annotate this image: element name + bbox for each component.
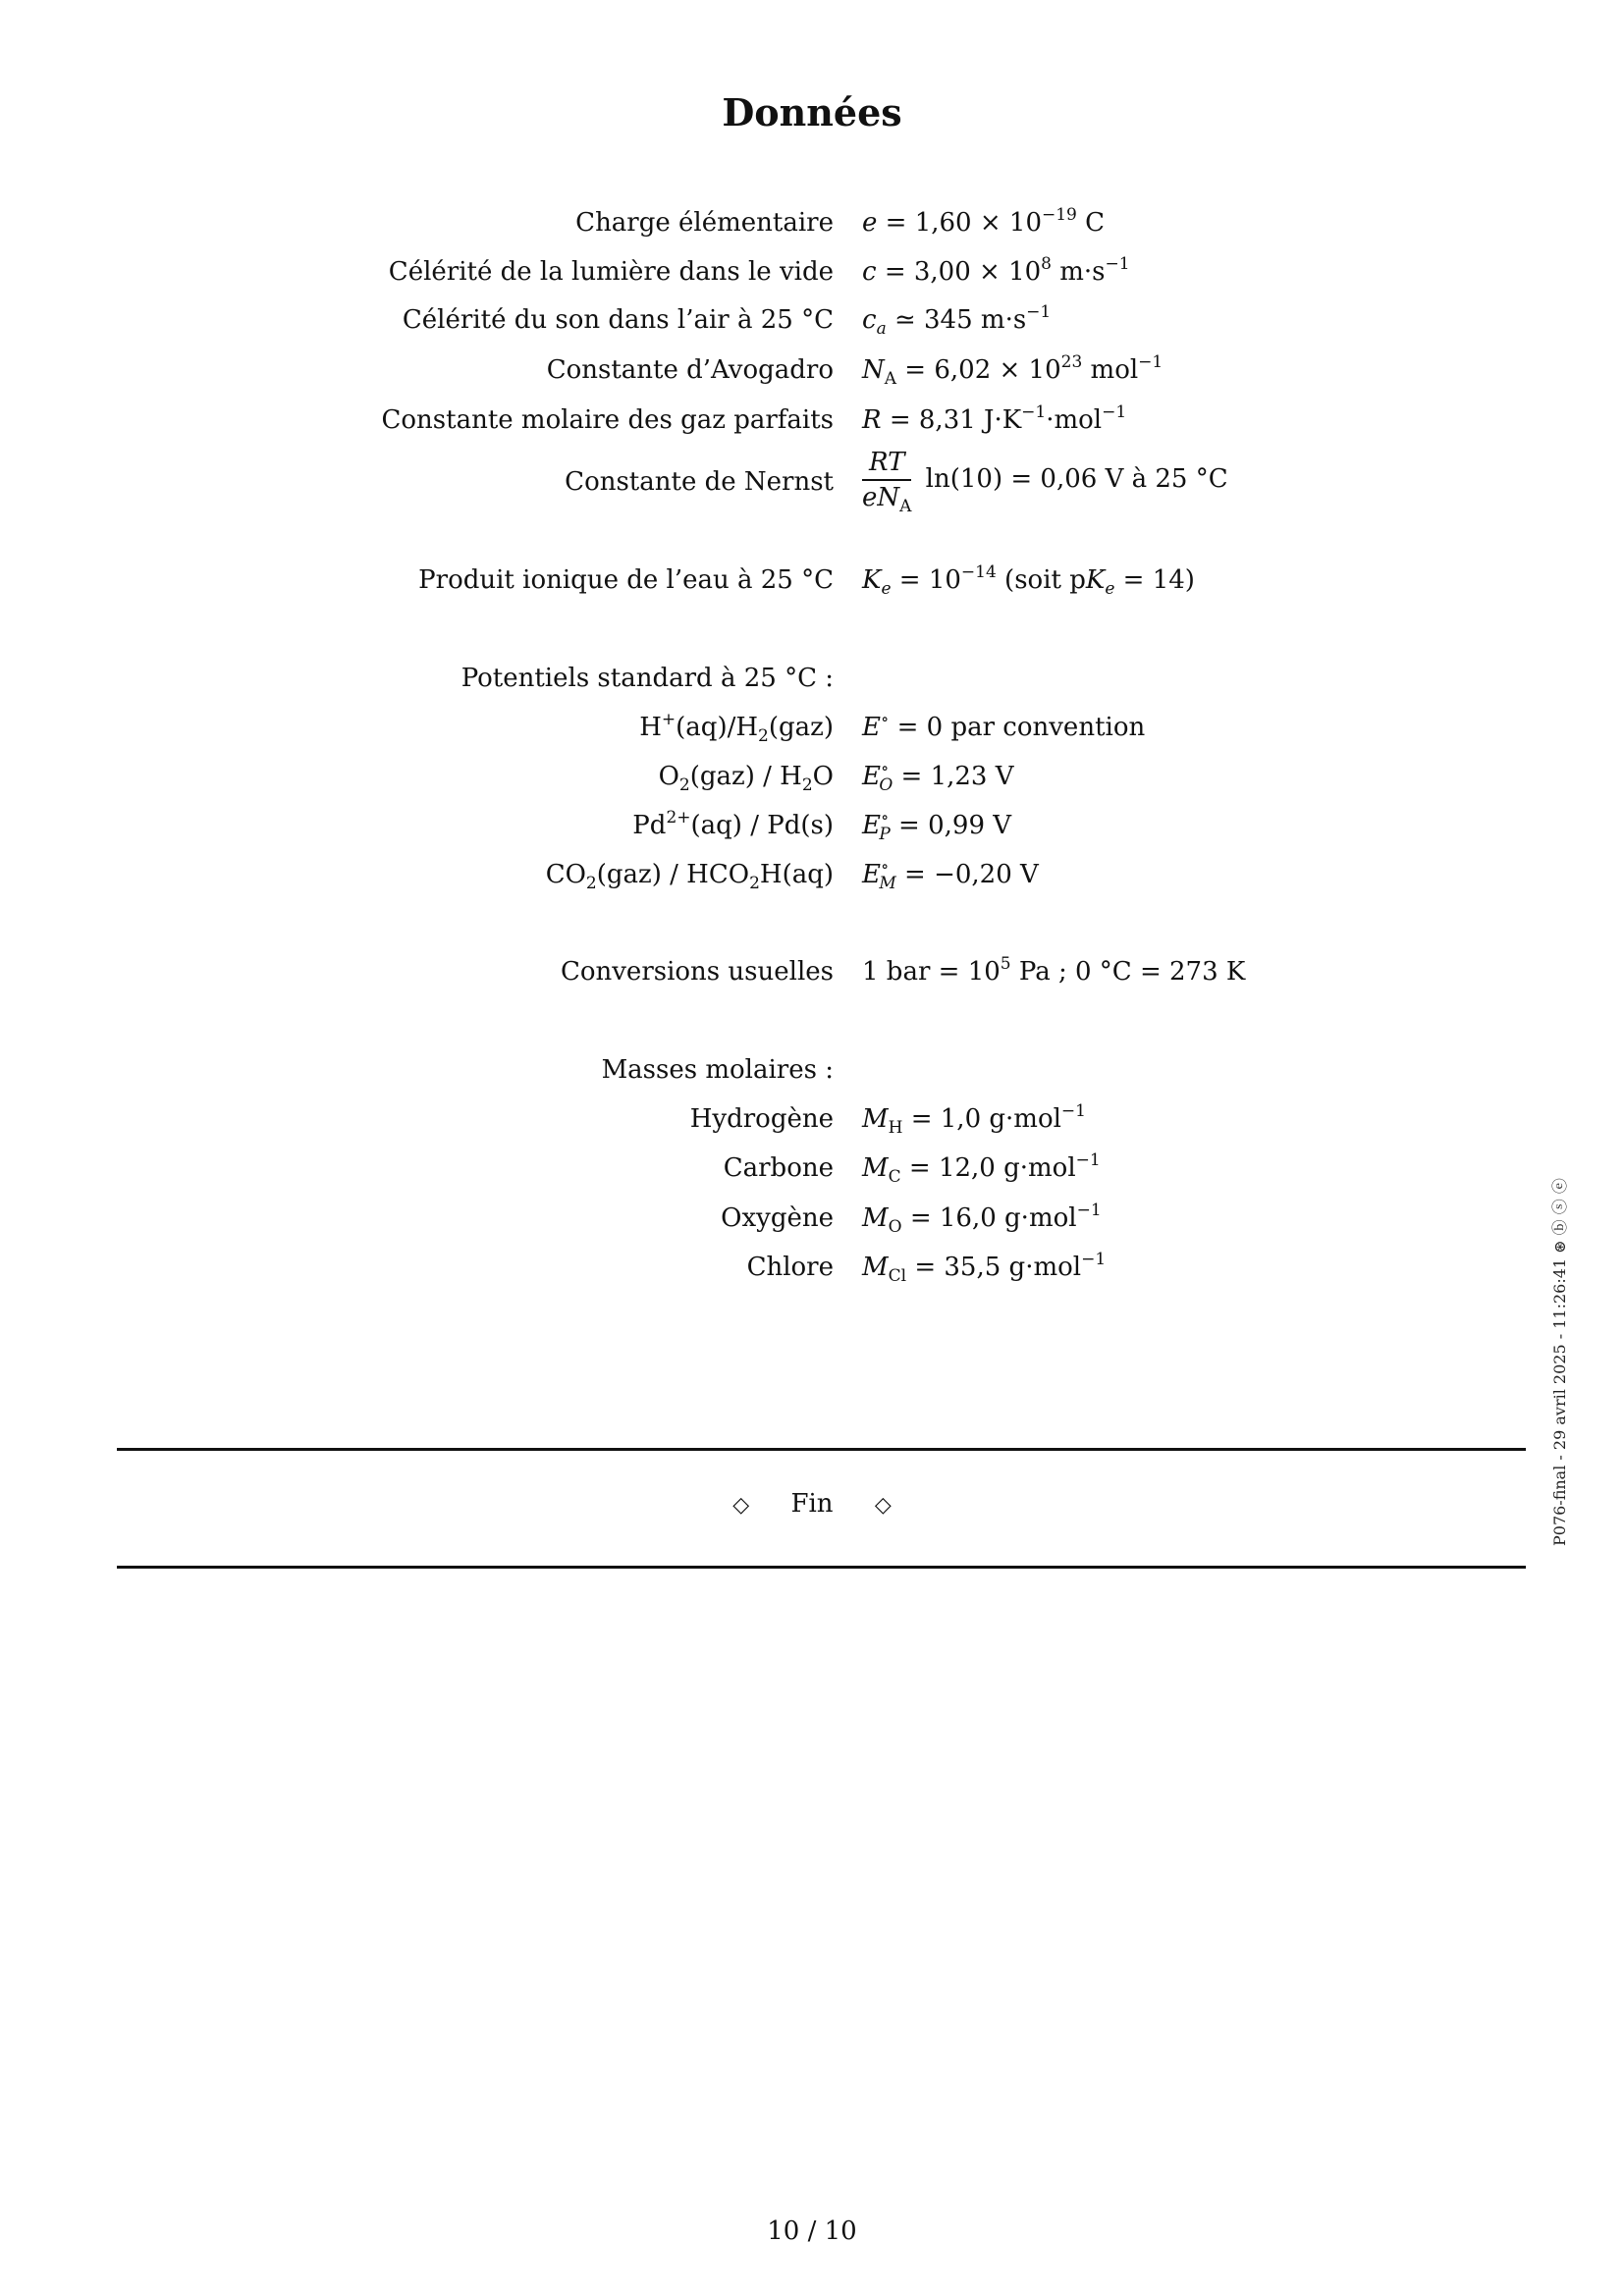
constant-label: Charge élémentaire	[575, 208, 834, 238]
potential-value: $E^\circ_O = 1,23$ V	[862, 759, 1014, 795]
top-rule	[117, 1448, 1526, 1451]
constant-value: R = 8,31 $J\cdot K^{-1}\cdot mol^{-1}$	[862, 402, 1127, 435]
potential-value: E∘ = 0 par convention	[862, 710, 1146, 742]
potential-value: $E^\circ_M = -0,20$ V	[862, 857, 1039, 893]
constant-value: $c_a$ ≃ 345 $m\cdot s^{-1}$	[862, 302, 1052, 339]
nernst-fraction: $\frac{RT}{eN_A}$	[862, 448, 912, 516]
redox-couple: $CO_2(gaz) / HCO_2H(aq)$	[545, 860, 834, 893]
bottom-rule	[117, 1566, 1526, 1569]
element-label: Hydrogène	[689, 1104, 834, 1134]
element-label: Oxygène	[721, 1203, 834, 1233]
conversions-value: 1 bar = $10^5$ Pa ; 0 °C = 273 K	[862, 954, 1246, 987]
redox-couple: $O_2(gaz) / H_2O$	[658, 762, 834, 795]
constant-value: $N_A = 6,02 \times 10^{23}$ mol$^{-1}$	[862, 352, 1164, 389]
constant-label: Constante d’Avogadro	[546, 355, 834, 385]
ke-label: Produit ionique de l’eau à 25 °C	[418, 565, 834, 595]
ke-row	[0, 562, 1624, 609]
page-number: 10 / 10	[767, 2216, 857, 2246]
constant-row	[0, 205, 1624, 251]
nernst-row	[0, 448, 1624, 516]
masses-heading: Masses molaires :	[601, 1055, 834, 1085]
mass-row	[0, 1150, 1624, 1197]
potential-value: $E^\circ_P = 0,99$ V	[862, 808, 1012, 844]
conversions-row	[0, 954, 1624, 1000]
end-text: Fin	[790, 1489, 834, 1519]
mass-value: $M_O = 16,0$ g·mol$^{-1}$	[862, 1201, 1102, 1237]
page-title: Données	[722, 90, 902, 134]
element-label: Carbone	[723, 1153, 834, 1183]
constant-row	[0, 402, 1624, 449]
mass-row	[0, 1101, 1624, 1148]
constant-row	[0, 352, 1624, 399]
constant-row	[0, 254, 1624, 300]
redox-couple: $H^+(aq)/H_2(gaz)$	[639, 710, 834, 746]
potential-row	[0, 808, 1624, 854]
side-stamp: P076-final - 29 avril 2025 - 11:26:41 ⊛ ⓑ ⓢ ⓔ	[1550, 1178, 1569, 1546]
constant-label: Célérité de la lumière dans le vide	[388, 257, 834, 287]
ke-value: $K_e = 10^{-14}$ (soit $pK_e = 14$)	[862, 562, 1195, 599]
mass-value: $M_H = 1,0$ g·mol$^{-1}$	[862, 1101, 1086, 1138]
constant-label: Célérité du son dans l’air à 25 °C	[402, 305, 834, 335]
potential-row	[0, 710, 1624, 756]
mass-row	[0, 1250, 1624, 1296]
constant-label: Constante molaire des gaz parfaits	[381, 405, 834, 435]
element-label: Chlore	[746, 1253, 834, 1282]
redox-couple: $Pd^{2+}(aq) / Pd(s)$	[632, 808, 834, 840]
constant-value: $c = 3,00 \times 10^8$ $m\cdot s^{-1}$	[862, 254, 1130, 287]
conversions-label: Conversions usuelles	[560, 957, 834, 987]
nernst-value: $\frac{RT}{eN_A}$ ln(10) = 0,06 V à 25 °C	[862, 448, 1228, 516]
nernst-label: Constante de Nernst	[565, 467, 834, 497]
potential-row	[0, 759, 1624, 805]
constant-row	[0, 302, 1624, 348]
potential-row	[0, 857, 1624, 903]
mass-value: $M_C = 12,0$ g·mol$^{-1}$	[862, 1150, 1101, 1187]
constant-value: $e = 1,60 \times 10^{-19}$ C	[862, 205, 1106, 238]
diamond-icon: ◇	[874, 1493, 892, 1518]
mass-row	[0, 1203, 1624, 1247]
diamond-icon: ◇	[732, 1493, 750, 1518]
mass-value: $M_{Cl} = 35,5$ g·mol$^{-1}$	[862, 1250, 1107, 1286]
potentials-heading: Potentiels standard à 25 °C :	[460, 664, 834, 693]
end-marker	[0, 1489, 1624, 1519]
